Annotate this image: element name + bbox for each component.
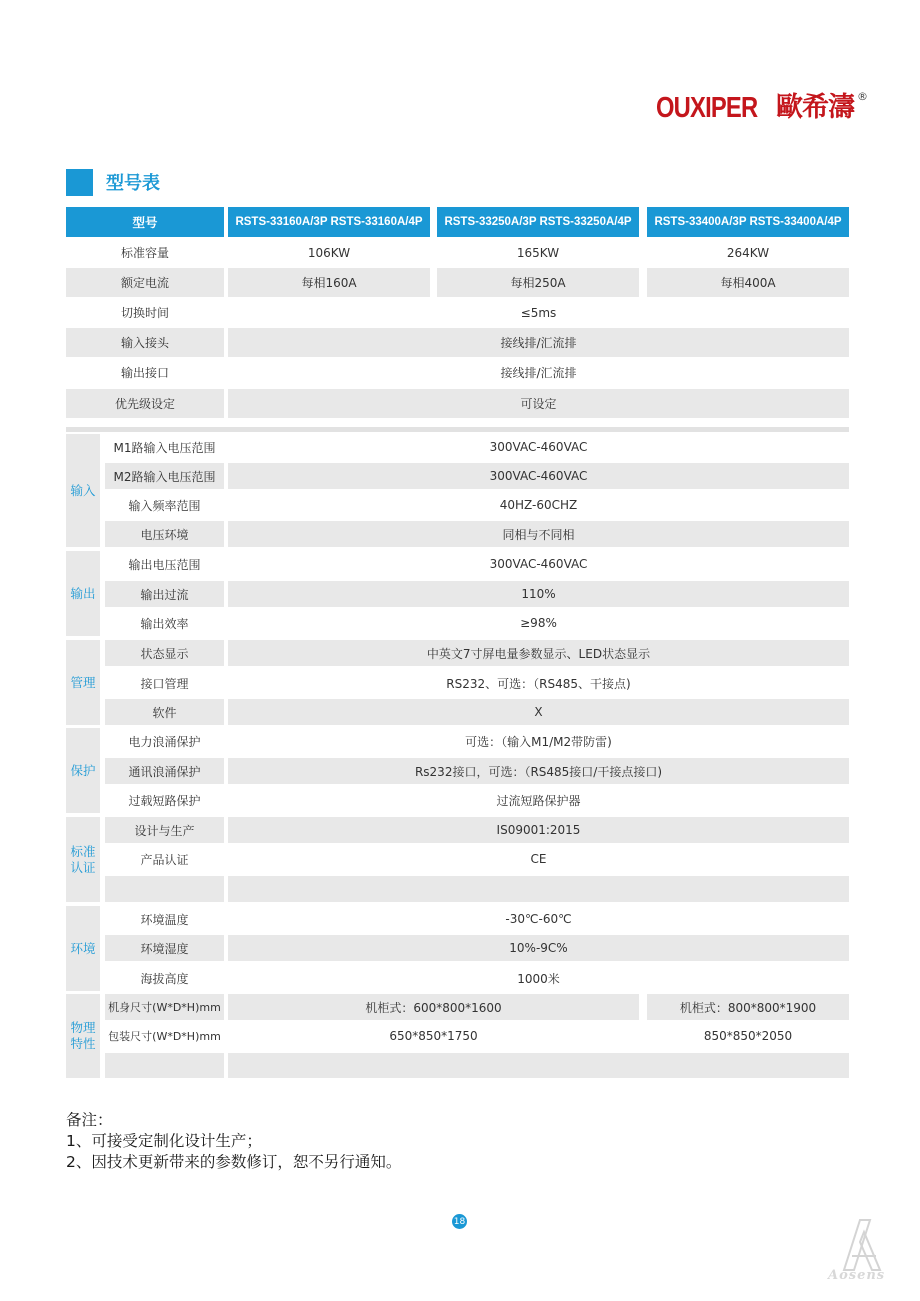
row-value: 40HZ-60CHZ [228,492,849,518]
row-value: 300VAC-460VAC [228,551,849,577]
row-value: Rs232接口，可选：（RS485接口/干接点接口) [228,758,849,784]
row-label: 标准容量 [66,238,224,267]
row-value: ≥98% [228,610,849,636]
row-label: 输出接口 [66,358,224,387]
row-value: 每相160A [228,268,430,297]
header-model-1: RSTS-33160A/3P RSTS-33160A/4P [228,207,430,237]
group-label-line: 标准 [70,843,96,859]
row-value: 机柜式：600*800*1600 [228,994,639,1020]
row-value: 165KW [437,238,639,267]
row-value: X [228,699,849,725]
row-label: 切换时间 [66,298,224,327]
row-value: 850*850*2050 [647,1023,849,1049]
row-value: 中英文7寸屏电量参数显示、LED状态显示 [228,640,849,666]
row-label: 额定电流 [66,268,224,297]
empty-cell [105,876,224,902]
registered-mark: ® [857,90,868,103]
section-title-text: 型号表 [106,173,160,194]
row-value: 106KW [228,238,430,267]
group-label-management: 管理 [66,640,100,725]
group-label-environment: 环境 [66,906,100,991]
row-label: 输出效率 [105,610,224,636]
row-label: 软件 [105,699,224,725]
brand-name-cjk: 歐希濤 [776,92,854,123]
watermark-text: Aosens [828,1268,886,1283]
notes-title: 备注： [66,1111,113,1129]
row-label: 海拔高度 [105,965,224,991]
section-title [66,168,160,196]
row-value: 110% [228,581,849,607]
row-value: IS09001:2015 [228,817,849,843]
row-value: CE [228,846,849,872]
row-label: 输出电压范围 [105,551,224,577]
row-value: 接线排/汇流排 [228,328,849,357]
header-label: 型号 [66,207,224,237]
row-value: 接线排/汇流排 [228,358,849,387]
note-item: 1、可接受定制化设计生产； [66,1132,262,1150]
row-label: 电压环境 [105,521,224,547]
row-value: 机柜式：800*800*1900 [647,994,849,1020]
row-label: 过载短路保护 [105,787,224,813]
empty-cell [228,1053,849,1078]
notes [66,1110,401,1173]
group-label-certification [66,817,100,902]
row-label: 产品认证 [105,846,224,872]
header-model-3: RSTS-33400A/3P RSTS-33400A/4P [647,207,849,237]
row-value: 可选：（输入M1/M2带防雷) [228,728,849,754]
row-label: 输入频率范围 [105,492,224,518]
title-square-icon [66,169,93,196]
empty-cell [105,1053,224,1078]
row-value: 650*850*1750 [228,1023,639,1049]
brand-logo [656,90,868,126]
note-item: 2、因技术更新带来的参数修订，恕不另行通知。 [66,1153,402,1171]
table-divider [66,427,849,432]
row-value: 可设定 [228,389,849,418]
row-label: 输出过流 [105,581,224,607]
row-label: M1路输入电压范围 [105,434,224,460]
row-label: 电力浪涌保护 [105,728,224,754]
group-label-protection: 保护 [66,728,100,813]
row-value: RS232、可选：（RS485、干接点) [228,670,849,696]
row-value: 264KW [647,238,849,267]
header-model-2: RSTS-33250A/3P RSTS-33250A/4P [437,207,639,237]
row-value: 1000米 [228,965,849,991]
row-label: 包装尺寸(W*D*H)mm [105,1023,224,1049]
empty-cell [228,876,849,902]
row-label: 机身尺寸(W*D*H)mm [105,994,224,1020]
row-label: 环境湿度 [105,935,224,961]
row-value: 每相250A [437,268,639,297]
row-label: 设计与生产 [105,817,224,843]
row-value: 同相与不同相 [228,521,849,547]
row-label: 状态显示 [105,640,224,666]
group-label-line: 认证 [70,859,96,875]
row-value: 过流短路保护器 [228,787,849,813]
row-value: 300VAC-460VAC [228,463,849,489]
row-value: 每相400A [647,268,849,297]
group-label-line: 物理 [70,1020,96,1035]
row-label: 优先级设定 [66,389,224,418]
row-label: M2路输入电压范围 [105,463,224,489]
row-value: -30℃-60℃ [228,906,849,932]
group-label-input: 输入 [66,434,100,547]
row-label: 输入接头 [66,328,224,357]
group-label-physical [66,994,100,1078]
row-label: 通讯浪涌保护 [105,758,224,784]
page-number: 18 [452,1214,467,1229]
brand-name-latin: OUXIPER [656,92,758,124]
row-value: ≤5ms [228,298,849,327]
row-value: 10%-9C% [228,935,849,961]
row-label: 接口管理 [105,670,224,696]
row-value: 300VAC-460VAC [228,434,849,460]
group-label-line: 特性 [70,1036,96,1051]
row-label: 环境温度 [105,906,224,932]
group-label-output: 输出 [66,551,100,636]
